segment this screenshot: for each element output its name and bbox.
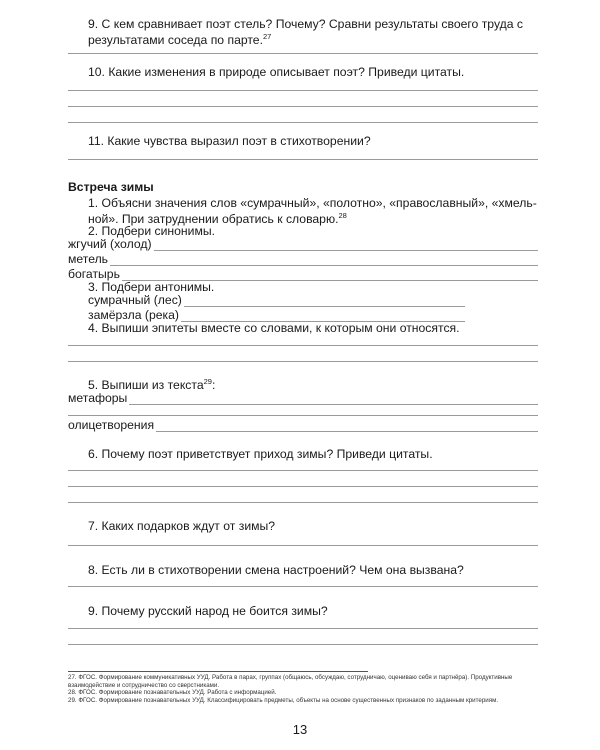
task-3: 3. Подбери антонимы. (88, 280, 215, 294)
answer-line[interactable] (68, 361, 538, 362)
answer-line[interactable] (154, 239, 539, 251)
task-2: 2. Подбери синонимы. (88, 224, 215, 238)
personification-row[interactable] (68, 418, 538, 432)
answer-line[interactable] (68, 502, 538, 503)
answer-line[interactable] (68, 106, 538, 107)
question-11 (68, 133, 538, 149)
footnotes (68, 674, 538, 704)
answer-line[interactable] (68, 586, 538, 587)
metaphors-label: метафоры (68, 391, 128, 405)
answer-line[interactable] (184, 295, 465, 307)
task-1-text: 1. Объясни значения слов «сумрачный», «полотно», «православный», «хмель-ной». При затруднении обратись к словарю. (88, 196, 537, 226)
answer-line[interactable] (156, 420, 538, 432)
footnote-ref-27: 27 (262, 31, 272, 41)
synonym-word: жгучий (холод) (68, 237, 152, 251)
answer-line[interactable] (68, 545, 538, 546)
task-5-colon: : (211, 378, 216, 392)
question-9-top (68, 16, 538, 48)
question-9-text: 9. С кем сравнивает поэт стель? Почему? Сравни результаты своего труда с результатами соседа по парте. (88, 17, 523, 47)
antonym-row[interactable] (68, 293, 465, 307)
antonym-word: сумрачный (лес) (88, 293, 182, 307)
synonym-row[interactable] (68, 252, 538, 266)
metaphor-row[interactable] (68, 391, 538, 405)
footnote-ref-28: 28 (338, 210, 347, 220)
answer-line[interactable] (68, 644, 538, 645)
question-10 (68, 64, 538, 80)
answer-line[interactable] (68, 415, 538, 416)
section-title: Встреча зимы (68, 180, 154, 194)
personification-label: олицетворения (68, 418, 155, 432)
task-4: 4. Выпиши эпитеты вместе со словами, к которым они относятся. (88, 321, 460, 335)
task-6: 6. Почему поэт приветствует приход зимы? Приведи цитаты. (88, 447, 433, 461)
task-5-text: 5. Выпиши из текста (88, 378, 204, 392)
task-8: 8. Есть ли в стихотворении смена настроений? Чем она вызвана? (88, 563, 464, 577)
question-10-text: 10. Какие изменения в природе описывает поэт? Приведи цитаты. (88, 65, 465, 79)
page-number: 13 (292, 722, 308, 737)
footnote-27: 27. ФГОС. Формирование коммуникативных УУД. Работа в парах, группах (общаюсь, обсуждаю, сотрудничаю, оцениваю себя и партнёра). Продуктивные взаимодействие и сотрудничество со сверстниками. (68, 674, 513, 689)
answer-line[interactable] (68, 90, 538, 91)
answer-line[interactable] (68, 345, 538, 346)
answer-line[interactable] (68, 486, 538, 487)
answer-line[interactable] (68, 159, 538, 160)
answer-line[interactable] (68, 53, 538, 54)
answer-line[interactable] (110, 254, 538, 266)
footnote-29: 29. ФГОС. Формирование познавательных УУД. Классифицировать предметы, объекты на основе существенных признаков по заданным критериям. (68, 696, 499, 704)
answer-line[interactable] (68, 122, 538, 123)
footnote-28: 28. ФГОС. Формирование познавательных УУД. Работа с информацией. (68, 689, 277, 697)
antonym-word: замёрзла (река) (88, 308, 179, 322)
footnote-ref-29: 29 (203, 376, 212, 386)
task-7: 7. Каких подарков ждут от зимы? (88, 519, 276, 533)
synonym-row[interactable] (68, 237, 538, 251)
question-11-text: 11. Какие чувства выразил поэт в стихотворении? (88, 134, 371, 148)
synonym-word: метель (68, 252, 109, 266)
answer-line[interactable] (68, 628, 538, 629)
answer-line[interactable] (68, 470, 538, 471)
footnote-separator (68, 671, 368, 672)
synonym-word: богатырь (68, 267, 120, 281)
task-9: 9. Почему русский народ не боится зимы? (88, 604, 328, 618)
answer-line[interactable] (129, 393, 538, 405)
